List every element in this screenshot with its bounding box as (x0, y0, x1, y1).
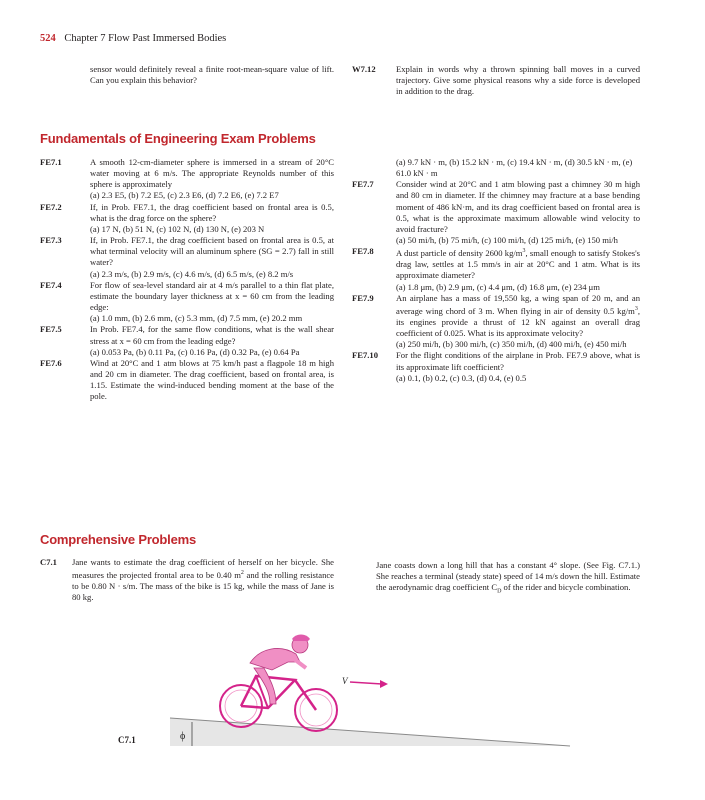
problem-fe7-3: FE7.3 If, in Prob. FE7.1, the drag coefficient based on frontal area is 0.5, at what terminal velocity will an aluminum sphere (SG = 2.7) fall in still water? (a) 2.3 m/s, (b) 2.9 m/s, (c) 4.6 m/s, (d) 6.5 m/s, (e) 8.2 m/s (40, 235, 334, 279)
problem-fe7-4: FE7.4 For flow of sea-level standard air at 4 m/s parallel to a thin flat plate, estimate the boundary layer thickness at x = 60 cm from the leading edge: (a) 1.0 mm, (b) 2.6 mm, (c) 5.3 mm, (d) 7.5 mm, (e) 20.2 mm (40, 279, 334, 324)
problem-number: FE7.7 (352, 179, 374, 190)
problem-fe7-2: FE7.2 If, in Prob. FE7.1, the drag coefficient based on frontal area is 0.5, what is the drag force on the sphere? (a) 17 N, (b) 51 N, (c) 102 N, (d) 130 N, (e) 203 N (40, 201, 334, 234)
problem-number: FE7.6 (40, 357, 62, 368)
problem-fe7-9: FE7.9 An airplane has a mass of 19,550 kg, a wing span of 20 m, and an average wing chord of 3 m. When flying in air of density 0.5 $kg/m^3$, its engines provide a thrust of 12 kN against an overall drag coefficient of 0.025. What is its approximate velocity? (a) 250 mi/h, (b) 300 mi/h, (c) 350 mi/h, (d) 400 mi/h, (e) 450 mi/h (352, 292, 640, 350)
continuation-text: sensor would definitely reveal a finite root-mean-square value of lift. Can you explain this behavior? (90, 64, 334, 86)
problem-number: W7.12 (352, 64, 376, 74)
problem-number: FE7.9 (352, 292, 374, 303)
comprehensive-section-title: Comprehensive Problems (40, 532, 196, 547)
answer-choices: (a) 9.7 kN · m, (b) 15.2 kN · m, (c) 19.4 kN · m, (d) 30.5 kN · m, (e) 61.0 kN · m (396, 157, 633, 179)
problem-fe7-6: FE7.6 Wind at 20°C and 1 atm blows at 75 km/h past a flagpole 18 m high and 20 cm in diameter. The drag coefficient, based on frontal area, is 1.15. Estimate the wind-induced bending moment at the base of the pole. (40, 357, 334, 402)
answer-choices: (a) 2.3 m/s, (b) 2.9 m/s, (c) 4.6 m/s, (d) 6.5 m/s, (e) 8.2 m/s (90, 268, 294, 279)
answer-choices: (a) 0.1, (b) 0.2, (c) 0.3, (d) 0.4, (e) 0.5 (396, 372, 527, 383)
fe-section-title: Fundamentals of Engineering Exam Problems (40, 131, 316, 146)
figure-label: C7.1 (118, 735, 136, 745)
problem-fe7-7: FE7.7 Consider wind at 20°C and 1 atm blowing past a chimney 30 m high and 80 cm in diameter. If the chimney may fracture at a base bending moment of 486 kN·m, and its drag coefficient based on frontal area is 0.5, what is the approximate maximum allowable wind velocity to avoid fracture? (a) 50 mi/h, (b) 75 mi/h, (c) 100 mi/h, (d) 125 mi/h, (e) 150 mi/h (352, 179, 640, 246)
bicycle-rider-figure (220, 635, 337, 732)
problem-number: FE7.4 (40, 279, 62, 290)
problem-number: FE7.10 (352, 350, 379, 361)
answer-choices: (a) 1.0 mm, (b) 2.6 mm, (c) 5.3 mm, (d) 7.5 mm, (e) 20.2 mm (90, 313, 303, 324)
page-header (40, 33, 226, 44)
velocity-arrow-line (350, 682, 382, 684)
fe-left-column (40, 157, 334, 402)
problem-fe7-5: FE7.5 In Prob. FE7.4, for the same flow conditions, what is the wall shear stress at x = 60 cm from the leading edge? (a) 0.053 Pa, (b) 0.11 Pa, (c) 0.16 Pa, (d) 0.32 Pa, (e) 0.64 Pa (40, 324, 334, 357)
velocity-label: V (342, 676, 348, 686)
bike-fork (295, 680, 316, 710)
page-number: 524 (40, 33, 56, 44)
problem-number: FE7.8 (352, 246, 374, 257)
problem-number: FE7.2 (40, 201, 62, 212)
figure-c7-1 (150, 618, 650, 758)
answer-choices: (a) 17 N, (b) 51 N, (c) 102 N, (d) 130 N, (e) 203 N (90, 223, 265, 234)
problem-number: FE7.5 (40, 324, 62, 335)
rider-helmet (292, 635, 310, 642)
answer-choices: (a) 0.053 Pa, (b) 0.11 Pa, (c) 0.16 Pa, (d) 0.32 Pa, (e) 0.64 Pa (90, 346, 300, 357)
problem-fe7-1: FE7.1 A smooth 12-cm-diameter sphere is immersed in a stream of 20°C water moving at 6 m/s. The appropriate Reynolds number of this sphere is approximately (a) 2.3 E5, (b) 7.2 E5, (c) 2.3 E6, (d) 7.2 E6, (e) 7.2 E7 (40, 157, 334, 201)
angle-label: ϕ (180, 731, 186, 742)
problem-c7-1: C7.1 Jane wants to estimate the drag coefficient of herself on her bicycle. She measures the projected frontal area to be 0.40 $m^2$ and the rolling resistance to be 0.80 N · s/m. The mass of the bike is 15 kg, while the mass of Jane is 80 kg. (40, 557, 334, 603)
answer-choices: (a) 2.3 E5, (b) 7.2 E5, (c) 2.3 E6, (d) 7.2 E6, (e) 7.2 E7 (90, 190, 279, 201)
answer-choices: (a) 250 mi/h, (b) 300 mi/h, (c) 350 mi/h, (d) 400 mi/h, (e) 450 mi/h (396, 339, 627, 350)
answer-choices: (a) 1.8 μm, (b) 2.9 μm, (c) 4.4 μm, (d) 16.8 μm, (e) 234 μm (396, 281, 600, 292)
problem-fe7-10: FE7.10 For the flight conditions of the airplane in Prob. FE7.9 above, what is its approximate lift coefficient? (a) 0.1, (b) 0.2, (c) 0.3, (d) 0.4, (e) 0.5 (352, 350, 640, 383)
problem-fe7-6-answers (352, 157, 640, 179)
problem-c7-1-continued: Jane coasts down a long hill that has a constant 4° slope. (See Fig. C7.1.) She reaches a terminal (steady state) speed of 14 m/s down the hill. Estimate the aerodynamic drag coefficient $C_D$ of the rider and bicycle combination. (376, 560, 640, 596)
velocity-arrow-head-icon (380, 680, 388, 688)
problem-number: FE7.3 (40, 235, 62, 246)
problem-number: C7.1 (40, 557, 57, 567)
problem-w712: W7.12 Explain in words why a thrown spinning ball moves in a curved trajectory. Give some physical reasons why a side force is developed in addition to the drag. (352, 64, 640, 97)
problem-number: FE7.1 (40, 157, 62, 167)
chapter-title: Chapter 7 Flow Past Immersed Bodies (64, 33, 227, 44)
fe-right-column (352, 157, 640, 384)
problem-fe7-8: FE7.8 A dust particle of density 2600 $kg/m^3$, small enough to satisfy Stokes's drag law, settles at 1.5 mm/s in air at 20°C and 1 atm. What is its approximate diameter? (a) 1.8 μm, (b) 2.9 μm, (c) 4.4 μm, (d) 16.8 μm, (e) 234 μm (352, 246, 640, 292)
answer-choices: (a) 50 mi/h, (b) 75 mi/h, (c) 100 mi/h, (d) 125 mi/h, (e) 150 mi/h (396, 235, 618, 246)
